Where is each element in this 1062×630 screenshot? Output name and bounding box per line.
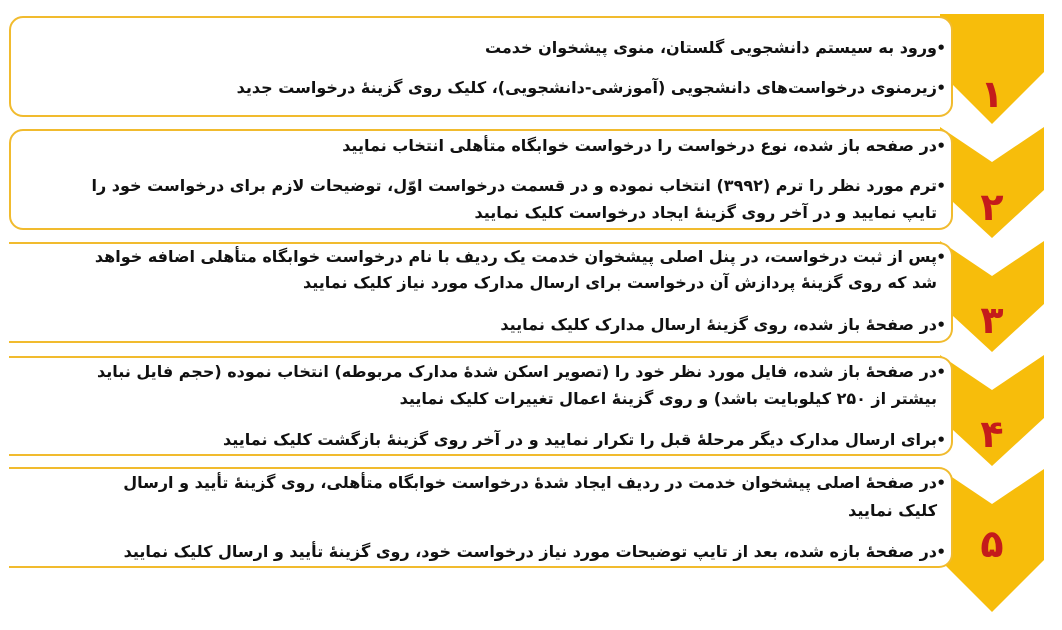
bullet-icon: • — [936, 39, 946, 57]
bullet-icon: • — [936, 474, 946, 492]
step-number-5: ۵ — [980, 522, 1004, 566]
step-number-4: ۴ — [980, 412, 1004, 456]
step-2-line-2: • ترم مورد نظر را ترم (۳۹۹۲) انتخاب نموده و در قسمت درخواست اوّل، توضیحات لازم برای درخواست خود را — [91, 176, 946, 195]
bullet-icon: • — [936, 248, 946, 266]
bullet-icon: • — [936, 137, 946, 155]
step-3-line-3: • در صفحهٔ باز شده، روی گزینهٔ ارسال مدارک کلیک نمایید — [500, 315, 946, 334]
step-number-3: ۳ — [980, 298, 1004, 342]
step-number-1: ۱ — [980, 72, 1004, 116]
step-box-2 — [9, 129, 953, 230]
step-number-2: ۲ — [980, 185, 1004, 229]
step-box-5 — [9, 467, 953, 568]
bullet-icon: • — [936, 79, 946, 97]
step-2-line-1: • در صفحه باز شده، نوع درخواست را درخواست خوابگاه متأهلی انتخاب نمایید — [342, 136, 946, 155]
step-3-line-2: شد که روی گزینهٔ پردازش آن درخواست برای ارسال مدارک مورد نیاز کلیک نمایید — [303, 273, 937, 292]
step-4-line-1: • در صفحهٔ باز شده، فایل مورد نظر خود را (تصویر اسکن شدهٔ مدارک مربوطه) انتخاب نموده (حجم فایل نباید — [97, 362, 946, 381]
step-1-line-2: • زیرمنوی درخواست‌های دانشجویی (آموزشی-دانشجویی)، کلیک روی گزینهٔ درخواست جدید — [236, 78, 946, 97]
step-box-4 — [9, 356, 953, 456]
step-5-line-1: • در صفحهٔ اصلی پیشخوان خدمت در ردیف ایجاد شدهٔ درخواست خوابگاه متأهلی، روی گزینهٔ تأیید و ارسال — [123, 473, 946, 492]
step-2-line-3: تایپ نمایید و در آخر روی گزینهٔ ایجاد درخواست کلیک نمایید — [474, 203, 937, 222]
step-3-line-1: • پس از ثبت درخواست، در پنل اصلی پیشخوان خدمت یک ردیف با نام درخواست خوابگاه متأهلی اضافه خواهد — [94, 247, 946, 266]
step-5-line-3: • در صفحهٔ بازه شده، بعد از تایپ توضیحات مورد نیاز درخواست خود، روی گزینهٔ تأیید و ارسال کلیک نمایید — [123, 542, 946, 561]
step-4-line-2: بیشتر از ۲۵۰ کیلوبایت باشد) و روی گزینهٔ اعمال تغییرات کلیک نمایید — [399, 389, 937, 408]
step-box-3 — [9, 242, 953, 343]
bullet-icon: • — [936, 316, 946, 334]
step-1-line-1: • ورود به سیستم دانشجویی گلستان، منوی پیشخوان خدمت — [484, 38, 946, 57]
step-4-line-3: • برای ارسال مدارک دیگر مرحلهٔ قبل را تکرار نمایید و در آخر روی گزینهٔ بازگشت کلیک نمایید — [222, 430, 946, 449]
bullet-icon: • — [936, 177, 946, 195]
bullet-icon: • — [936, 543, 946, 561]
bullet-icon: • — [936, 363, 946, 381]
bullet-icon: • — [936, 431, 946, 449]
step-5-line-2: کلیک نمایید — [848, 501, 937, 520]
step-box-1 — [9, 16, 953, 117]
